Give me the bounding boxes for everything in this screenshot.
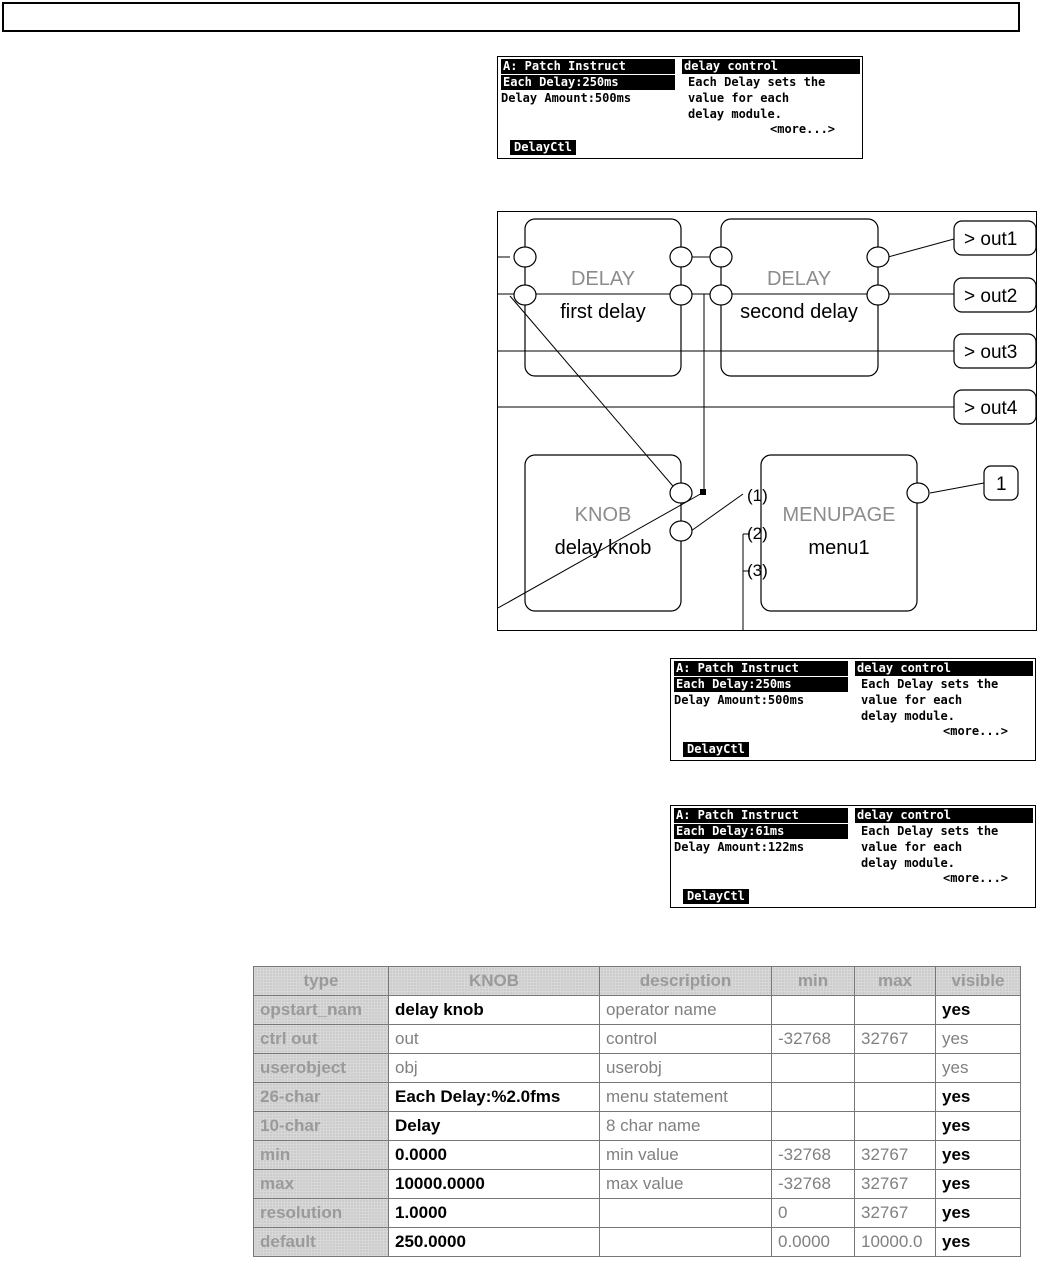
row-visible[interactable]: yes: [936, 1170, 1021, 1199]
row-visible[interactable]: yes: [936, 1054, 1021, 1083]
table-row: [254, 1199, 1021, 1228]
out1-label[interactable]: > out1: [964, 229, 1018, 250]
row-min: [772, 1054, 855, 1083]
row-visible[interactable]: yes: [936, 1083, 1021, 1112]
out2-label[interactable]: > out2: [964, 286, 1018, 307]
lcd-desc-line2: value for each: [861, 840, 963, 854]
delay-2-title: DELAY: [766, 268, 832, 290]
row-max: 32767: [855, 1170, 936, 1199]
row-max: [855, 1083, 936, 1112]
lcd-param-delay-amount[interactable]: Delay Amount:500ms: [501, 91, 632, 105]
menupage-module: [761, 455, 917, 611]
delay-1-title: DELAY: [570, 268, 636, 290]
row-max: 10000.0: [855, 1228, 936, 1257]
out4-label[interactable]: > out4: [964, 398, 1018, 419]
patch-diagram: [497, 211, 1037, 631]
row-max: [855, 1112, 936, 1141]
row-value[interactable]: 0.0000: [389, 1141, 600, 1170]
col-header-visible[interactable]: visible: [936, 967, 1021, 996]
table-row: [254, 1141, 1021, 1170]
lcd-desc-line3: delay module.: [861, 856, 955, 870]
row-visible[interactable]: yes: [936, 1141, 1021, 1170]
row-description: 8 char name: [600, 1112, 772, 1141]
table-row: [254, 1112, 1021, 1141]
row-description: userobj: [600, 1054, 772, 1083]
knob-title: KNOB: [574, 504, 632, 526]
row-value[interactable]: delay knob: [389, 996, 600, 1025]
lcd-desc-line3: delay module.: [861, 709, 955, 723]
lcd-softkey-delayctl[interactable]: DelayCtl: [683, 742, 749, 757]
lcd-header-right: delay control: [855, 661, 1033, 676]
lcd-desc-line1: Each Delay sets the: [861, 677, 999, 691]
row-max: [855, 1054, 936, 1083]
col-header-knob[interactable]: KNOB: [389, 967, 600, 996]
lcd-param-delay-amount[interactable]: Delay Amount:122ms: [674, 840, 805, 854]
out3-label[interactable]: > out3: [964, 342, 1018, 363]
row-value[interactable]: obj: [389, 1054, 600, 1083]
lcd-softkey-delayctl[interactable]: DelayCtl: [683, 889, 749, 904]
row-min: [772, 1083, 855, 1112]
menu-port-3[interactable]: (3): [747, 561, 768, 580]
row-visible[interactable]: yes: [936, 1199, 1021, 1228]
knob-properties-table: [253, 966, 1021, 1257]
menupage-title: MENUPAGE: [782, 504, 896, 526]
top-bar: [2, 2, 1020, 32]
row-min: -32768: [772, 1170, 855, 1199]
table-row: [254, 1025, 1021, 1054]
table-row: [254, 1054, 1021, 1083]
delay-2-name: second delay: [740, 301, 858, 323]
knob-name: delay knob: [554, 537, 652, 559]
row-min: 0.0000: [772, 1228, 855, 1257]
table-header-row: [254, 967, 1021, 996]
row-min: -32768: [772, 1141, 855, 1170]
table-row: [254, 1170, 1021, 1199]
lcd-desc-line1: Each Delay sets the: [861, 824, 999, 838]
lcd-header-left: A: Patch Instruct: [674, 808, 848, 823]
lcd-header-right: delay control: [682, 59, 860, 74]
row-min: 0: [772, 1199, 855, 1228]
row-type: 10-char: [254, 1112, 389, 1141]
col-header-min[interactable]: min: [772, 967, 855, 996]
delay-1-name: first delay: [560, 301, 646, 323]
lcd-desc-line1: Each Delay sets the: [688, 75, 826, 89]
lcd-more-link[interactable]: <more...>: [943, 724, 1009, 738]
row-value[interactable]: Each Delay:%2.0fms: [389, 1083, 600, 1112]
lcd-desc-line2: value for each: [861, 693, 963, 707]
table-row: [254, 1083, 1021, 1112]
table-row: [254, 996, 1021, 1025]
row-visible[interactable]: yes: [936, 1025, 1021, 1054]
row-value[interactable]: 1.0000: [389, 1199, 600, 1228]
col-header-type[interactable]: type: [254, 967, 389, 996]
table-row: [254, 1228, 1021, 1257]
row-value[interactable]: out: [389, 1025, 600, 1054]
row-description: menu statement: [600, 1083, 772, 1112]
row-value[interactable]: 250.0000: [389, 1228, 600, 1257]
menupage-name: menu1: [808, 537, 870, 559]
lcd-panel-2: [670, 658, 1036, 761]
row-max: 32767: [855, 1025, 936, 1054]
lcd-desc-line2: value for each: [688, 91, 790, 105]
row-description: control: [600, 1025, 772, 1054]
row-type: ctrl out: [254, 1025, 389, 1054]
page-out-label[interactable]: 1: [996, 474, 1007, 495]
menu-port-2[interactable]: (2): [747, 524, 768, 543]
lcd-header-left: A: Patch Instruct: [674, 661, 848, 676]
lcd-panel-1: [497, 56, 863, 159]
lcd-panel-3: [670, 805, 1036, 908]
row-value[interactable]: 10000.0000: [389, 1170, 600, 1199]
delay-module-1: [525, 219, 681, 376]
row-type: resolution: [254, 1199, 389, 1228]
row-max: 32767: [855, 1199, 936, 1228]
col-header-max[interactable]: max: [855, 967, 936, 996]
lcd-softkey-delayctl[interactable]: DelayCtl: [510, 140, 576, 155]
row-type: 26-char: [254, 1083, 389, 1112]
row-type: min: [254, 1141, 389, 1170]
knob-module: [525, 455, 681, 611]
row-type: max: [254, 1170, 389, 1199]
row-description: min value: [600, 1141, 772, 1170]
row-type: opstart_nam: [254, 996, 389, 1025]
row-visible[interactable]: yes: [936, 1228, 1021, 1257]
lcd-param-delay-amount[interactable]: Delay Amount:500ms: [674, 693, 805, 707]
row-description: [600, 1228, 772, 1257]
row-type: default: [254, 1228, 389, 1257]
row-description: max value: [600, 1170, 772, 1199]
lcd-header-left: A: Patch Instruct: [501, 59, 675, 74]
row-description: operator name: [600, 996, 772, 1025]
row-min: [772, 996, 855, 1025]
row-min: [772, 1112, 855, 1141]
menu-port-1[interactable]: (1): [747, 486, 768, 505]
row-min: -32768: [772, 1025, 855, 1054]
row-visible[interactable]: yes: [936, 996, 1021, 1025]
row-description: [600, 1199, 772, 1228]
row-value[interactable]: Delay: [389, 1112, 600, 1141]
lcd-more-link[interactable]: <more...>: [770, 122, 836, 136]
lcd-param-each-delay[interactable]: Each Delay:250ms: [501, 75, 675, 90]
lcd-more-link[interactable]: <more...>: [943, 871, 1009, 885]
lcd-desc-line3: delay module.: [688, 107, 782, 121]
row-visible[interactable]: yes: [936, 1112, 1021, 1141]
lcd-param-each-delay[interactable]: Each Delay:250ms: [674, 677, 848, 692]
row-max: 32767: [855, 1141, 936, 1170]
row-type: userobject: [254, 1054, 389, 1083]
lcd-param-each-delay[interactable]: Each Delay:61ms: [674, 824, 848, 839]
lcd-header-right: delay control: [855, 808, 1033, 823]
delay-module-2: [721, 219, 878, 376]
col-header-description[interactable]: description: [600, 967, 772, 996]
row-max: [855, 996, 936, 1025]
